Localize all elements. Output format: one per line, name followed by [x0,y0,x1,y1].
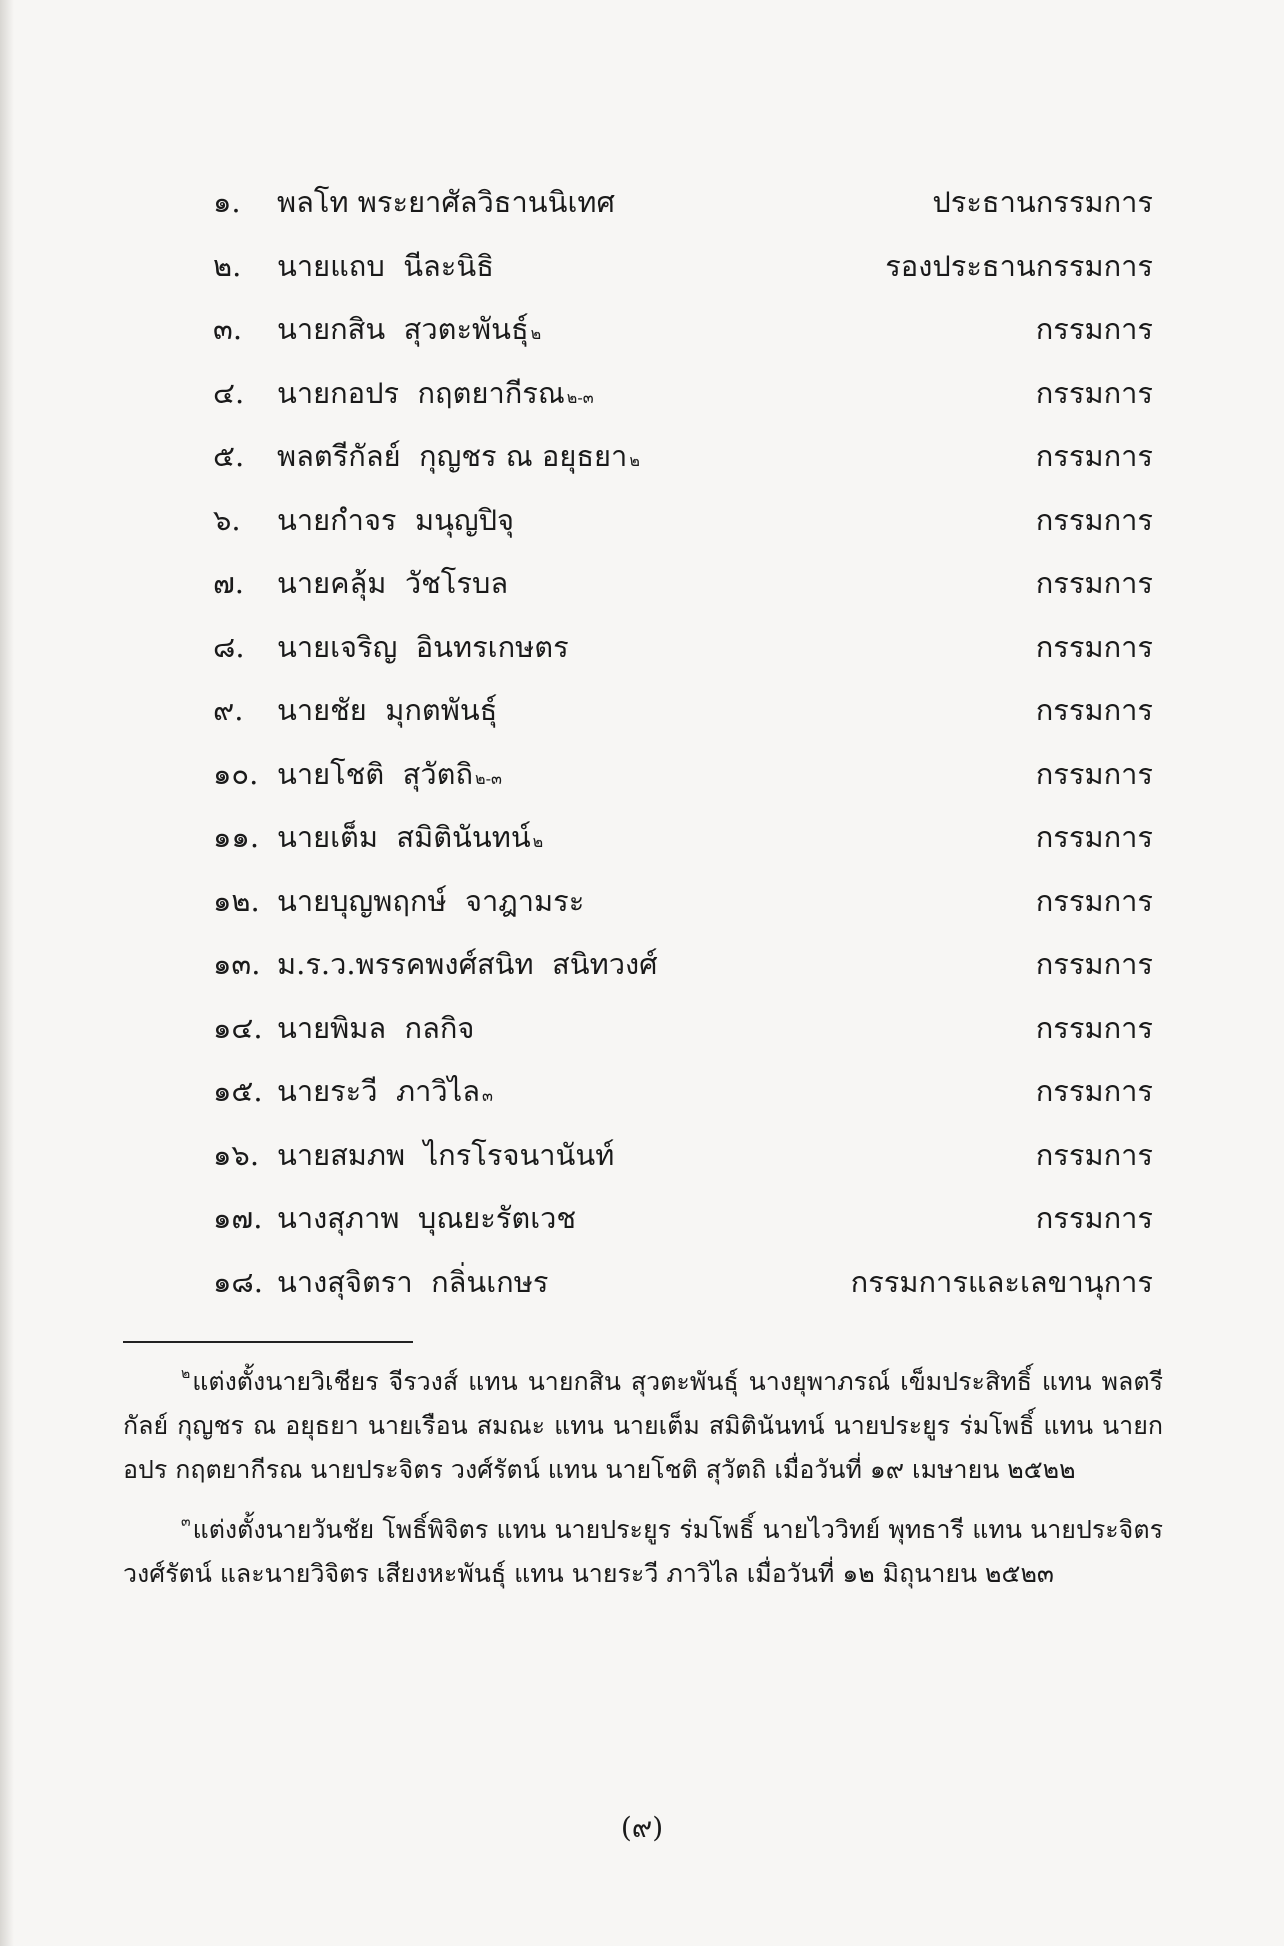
member-number: ๕. [213,439,245,473]
member-role: กรรมการ [1035,756,1153,791]
page-edge-shadow [0,0,14,1946]
member-name: นายเจริญ อินทรเกษตร [277,629,569,664]
footnote-ref: ๒-๓ [566,387,594,407]
member-name: นางสุภาพ บุณยะรัตเวช [277,1201,577,1235]
member-role: กรรมการ [1035,1010,1153,1045]
member-name: นายโชติ สุวัตถิ [277,756,474,791]
member-number: ๑๓. [213,947,261,981]
member-role: กรรมการ [1035,1074,1153,1108]
member-role: กรรมการ [1035,1201,1153,1235]
footnote-ref: ๓ [482,1086,493,1105]
member-row [213,309,1153,373]
member-number: ๘. [213,629,245,664]
member-name: ม.ร.ว.พรรคพงศ์สนิท สนิทวงศ์ [277,947,658,981]
member-name: นายระวี ภาวิไล [277,1074,481,1108]
member-role: กรรมการ [1035,375,1153,410]
member-role: กรรมการ [1035,439,1153,473]
member-number: ๑๗. [213,1201,263,1235]
member-name: พลโท พระยาศัลวิธานนิเทศ [277,185,615,219]
member-name: นายกสิน สุวตะพันธุ์ [277,312,529,346]
member-role: กรรมการ [1035,693,1153,727]
member-role: กรรมการ [1035,947,1153,981]
member-name: นายชัย มุกตพันธุ์ [277,693,498,727]
footnote-mark: ๒ [181,1366,191,1382]
footnote-ref: ๒ [530,324,542,343]
member-role: กรรมการ [1035,820,1153,854]
footnote-ref: ๒ [629,451,640,470]
footnote-3 [123,1500,1163,1596]
member-number: ๓. [213,312,243,346]
member-row [213,373,1153,437]
member-role: กรรมการ [1035,883,1153,918]
member-row [213,754,1153,818]
member-number: ๑๖. [213,1137,260,1172]
member-row [213,690,1153,754]
member-name: นายคลุ้ม วัชโรบล [277,566,509,600]
member-row [213,944,1153,1008]
member-name: นายแถบ นีละนิธิ [277,248,494,283]
member-number: ๒. [213,248,242,283]
member-name: นายกำจร มนุญปิจุ [277,502,514,537]
footnote-mark: ๓ [181,1514,191,1530]
member-number: ๙. [213,693,244,727]
committee-member-list [213,182,1153,1325]
footnote-text: แต่งตั้งนายวันชัย โพธิ์พิจิตร แทน นายประยูร ร่มโพธิ์ นายไววิทย์ พุทธารี แทน นายประจิตร วงศ์รัตน์ และนายวิจิตร เสียงหะพันธุ์ แทน นายระวี ภาวิไล เมื่อวันที่ ๑๒ มิถุนายน ๒๕๒๓ [123,1515,1163,1588]
member-number: ๑๐. [213,756,259,791]
member-name: นายเต็ม สมิตินันทน์ [277,820,531,854]
member-row [213,563,1153,627]
member-role: กรรมการ [1035,629,1153,664]
footnote-divider [123,1341,413,1343]
footnote-2 [123,1352,1163,1492]
member-row [213,436,1153,500]
member-number: ๑๑. [213,820,260,854]
member-role: กรรมการ [1035,566,1153,600]
member-role: กรรมการและเลขานุการ [850,1264,1153,1299]
member-row [213,817,1153,881]
member-name: นายพิมล กลกิจ [277,1010,475,1045]
member-name: นายบุญพฤกษ์ จาฎามระ [277,883,585,918]
member-row [213,1071,1153,1135]
member-name: นายกอปร กฤตยากีรณ [277,375,565,410]
footnote-text: แต่งตั้งนายวิเชียร จีรวงส์ แทน นายกสิน สุวตะพันธุ์ นางยุพาภรณ์ เข็มประสิทธิ์ แทน พลตรี กัลย์ กุญชร ณ อยุธยา นายเรือน สมณะ แทน นายเต็ม สมิตินันทน์ นายประยูร ร่มโพธิ์ แทน นายกอปร กฤตยากีรณ นายประจิตร วงศ์รัตน์ แทน นายโชติ สุวัตถิ เมื่อวันที่ ๑๙ เมษายน ๒๕๒๒ [123,1367,1163,1484]
member-number: ๑๕. [213,1074,263,1108]
member-number: ๗. [213,566,245,600]
member-number: ๑๘. [213,1264,263,1299]
member-role: กรรมการ [1035,502,1153,537]
member-row [213,1262,1153,1326]
member-row [213,500,1153,564]
member-row [213,881,1153,945]
member-row [213,627,1153,691]
member-role: กรรมการ [1035,312,1153,346]
member-number: ๑๒. [213,883,260,918]
member-name: พลตรีกัลย์ กุญชร ณ อยุธยา [277,439,628,473]
member-number: ๑๔. [213,1010,263,1045]
member-role: รองประธานกรรมการ [885,248,1153,283]
member-name: นางสุจิตรา กลิ่นเกษร [277,1264,549,1299]
member-number: ๔. [213,375,245,410]
member-row [213,1198,1153,1262]
member-row [213,246,1153,310]
member-number: ๑. [213,185,241,219]
footnotes [123,1352,1163,1604]
member-role: ประธานกรรมการ [932,185,1153,219]
member-name: นายสมภพ ไกรโรจนานันท์ [277,1137,615,1172]
footnote-ref: ๒-๓ [475,768,502,788]
member-number: ๖. [213,502,241,537]
member-role: กรรมการ [1035,1137,1153,1172]
member-row [213,1135,1153,1199]
page-number: (๙) [620,1811,664,1844]
footnote-ref: ๒ [532,832,544,851]
member-row [213,1008,1153,1072]
member-row [213,182,1153,246]
